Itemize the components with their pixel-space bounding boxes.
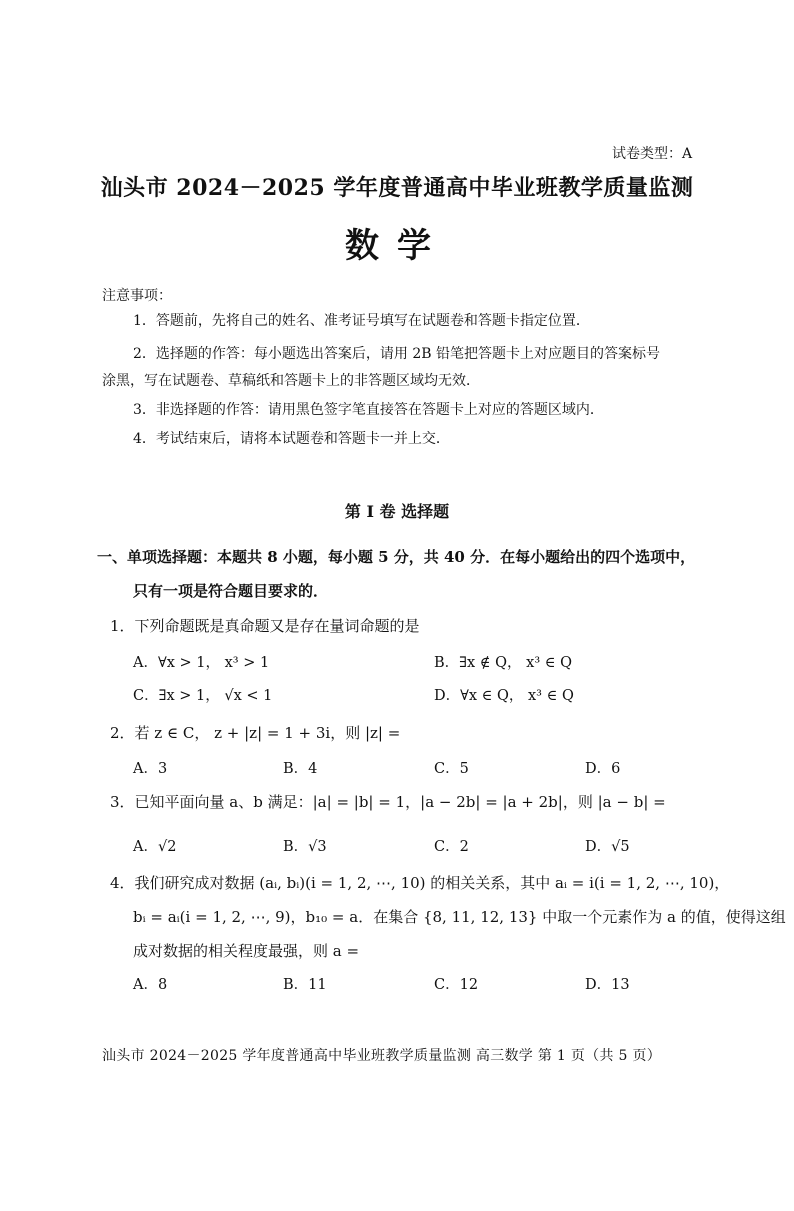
- question-1-stem: 1．下列命题既是真命题又是存在量词命题的是: [110, 617, 420, 635]
- question-2-option-a: A．3: [133, 761, 168, 777]
- question-4-line-1: 4．我们研究成对数据 (aᵢ, bᵢ)(i = 1, 2, ⋯, 10) 的相关关系，其中 aᵢ = i(i = 1, 2, ⋯, 10)，: [110, 874, 730, 892]
- question-4-line-2: bᵢ = aᵢ(i = 1, 2, ⋯, 9)，b₁₀ = a．在集合 {8, 11, 12, 13} 中取一个元素作为 a 的值，使得这组: [133, 908, 786, 926]
- question-4-option-b: B．11: [283, 977, 327, 993]
- question-4-option-c: C．12: [434, 977, 479, 993]
- question-2-option-b: B．4: [283, 761, 318, 777]
- notice-item-2: 2．选择题的作答：每小题选出答案后，请用 2B 铅笔把答题卡上对应题目的答案标号: [133, 346, 661, 362]
- question-3-option-a: A．√2: [133, 839, 177, 855]
- question-1-option-d: D．∀x ∈ Q， x³ ∈ Q: [434, 688, 574, 704]
- exam-title: 汕头市 2024－2025 学年度普通高中毕业班教学质量监测: [100, 175, 694, 201]
- question-1-option-b: B．∃x ∉ Q， x³ ∈ Q: [434, 655, 572, 671]
- question-3-stem: 3．已知平面向量 a、b 满足：|a| = |b| = 1，|a − 2b| = |a + 2b|，则 |a − b| =: [110, 793, 666, 811]
- paper-type-label: 试卷类型：A: [612, 146, 693, 162]
- page-footer: 汕头市 2024－2025 学年度普通高中毕业班教学质量监测 高三数学 第 1 页（共 5 页）: [102, 1048, 662, 1064]
- question-4-option-d: D．13: [585, 977, 630, 993]
- notice-item-4: 4．考试结束后，请将本试题卷和答题卡一并上交．: [133, 431, 450, 447]
- question-3-option-d: D．√5: [585, 839, 630, 855]
- notice-item-1: 1．答题前，先将自己的姓名、准考证号填写在试题卷和答题卡指定位置．: [133, 313, 590, 329]
- question-1-option-c: C．∃x > 1， √x < 1: [133, 688, 273, 704]
- question-4-line-3: 成对数据的相关程度最强，则 a =: [133, 942, 360, 960]
- part-one-heading: 一、单项选择题：本题共 8 小题，每小题 5 分，共 40 分．在每小题给出的四个选项中，: [97, 548, 696, 566]
- question-1-option-a: A．∀x > 1， x³ > 1: [133, 655, 270, 671]
- question-3-option-c: C．2: [434, 839, 469, 855]
- question-2-option-d: D．6: [585, 761, 621, 777]
- part-one-heading-cont: 只有一项是符合题目要求的．: [133, 582, 329, 600]
- notice-item-3: 3．非选择题的作答：请用黑色签字笔直接答在答题卡上对应的答题区域内．: [133, 402, 604, 418]
- question-2-option-c: C．5: [434, 761, 469, 777]
- notice-item-2-cont: 涂黑，写在试题卷、草稿纸和答题卡上的非答题区域均无效．: [102, 373, 480, 389]
- question-4-option-a: A．8: [133, 977, 168, 993]
- notice-heading: 注意事项：: [102, 288, 172, 304]
- subject-title: 数学: [345, 226, 449, 266]
- question-3-option-b: B．√3: [283, 839, 327, 855]
- question-2-stem: 2．若 z ∈ C， z + |z| = 1 + 3i，则 |z| =: [110, 724, 401, 742]
- section-title: 第 I 卷 选择题: [344, 502, 450, 521]
